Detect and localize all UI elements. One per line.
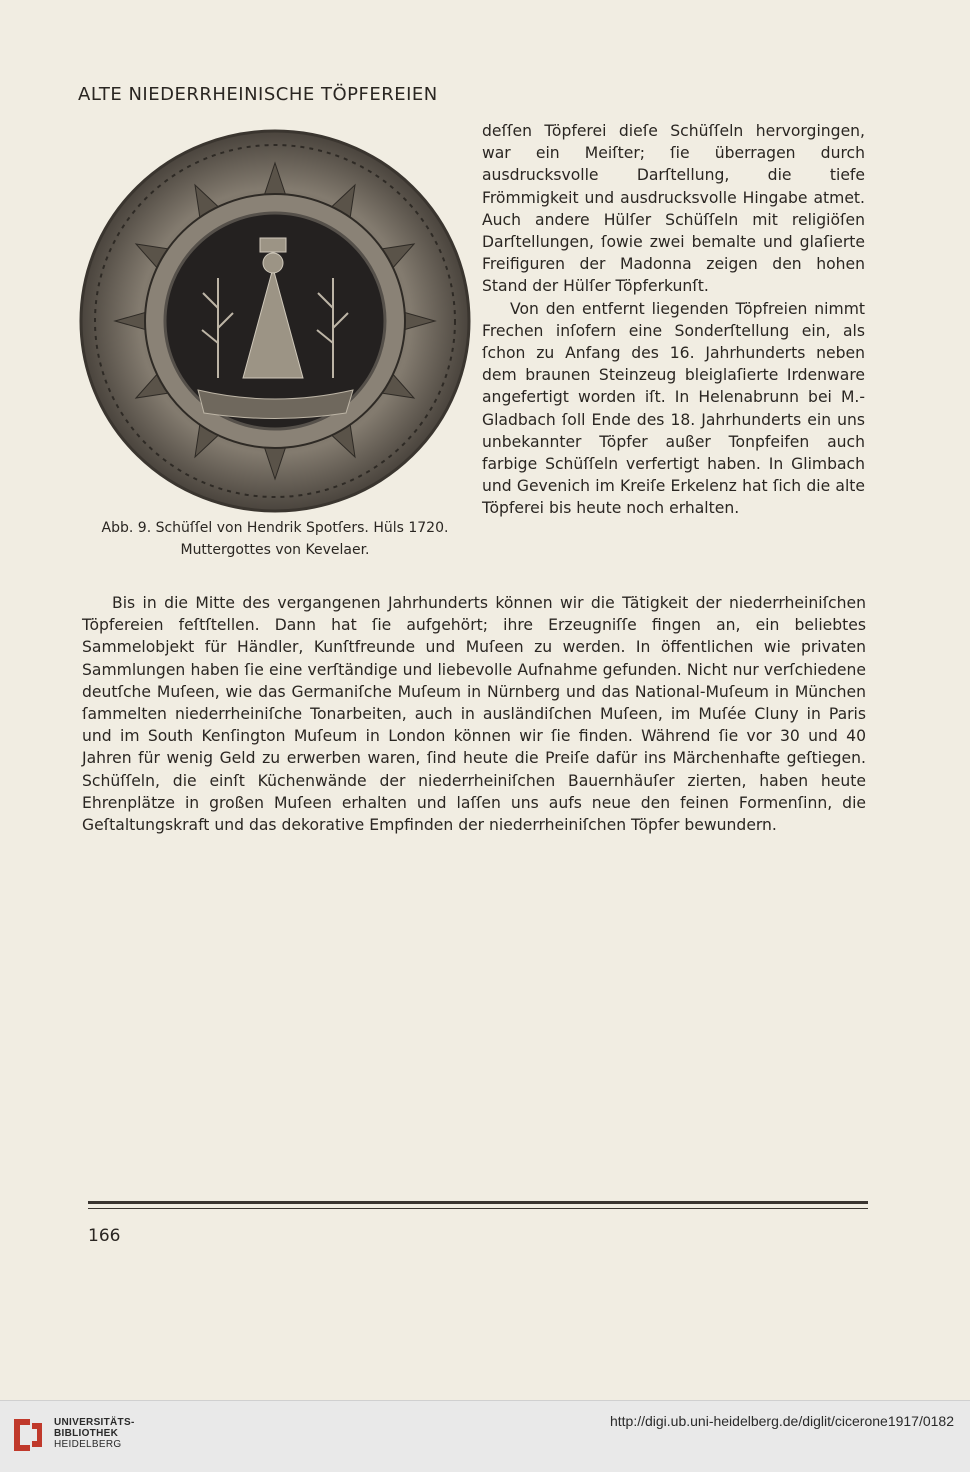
rule-thick — [88, 1201, 868, 1204]
column-paragraph: Von den entfernt liegenden Töpfreien nimmt Frechen inſofern eine Sonderſtellung ein, als ſchon zu Anfang des 16. Jahrhunderts neben dem braunen Steinzeug bleiglaſierte Irdenware angefertigt worden iſt. In Helenabrunn bei M.-Gladbach ſoll Ende des 18. Jahrhunderts ein uns unbekannter Töpfer außer Tonpfeifen auch farbige Schüſſeln verfertigt haben. In Glimbach und Gevenich im Kreiſe Erkelenz hat ſich die alte Töpferei bis heute noch erhalten. — [482, 299, 865, 518]
viewer-footer — [0, 1400, 970, 1472]
figure-caption — [70, 517, 480, 561]
column-paragraph: deſſen Töpferei dieſe Schüſſeln hervorgingen, war ein Meiſter; ſie überragen durch ausdrucksvolle Darſtellung, die tiefe Frömmigkeit und ausdrucksvolle Hingabe atmet. Auch andere Hülſer Schüſſeln mit religiöſen Darſtellungen, ſowie zwei bemalte und glaſierte Freifiguren der Madonna zeigen den hohen Stand der Hülſer Töpferkunſt. — [482, 122, 865, 296]
library-logo-icon — [10, 1415, 46, 1455]
figure-plate-photo — [78, 128, 472, 518]
caption-line-1: Abb. 9. Schüſſel von Hendrik Spotſers. Hüls 1720. — [101, 520, 449, 536]
body-paragraph: Bis in die Mitte des vergangenen Jahrhunderts können wir die Tätigkeit der niederrheiniſchen Töpfereien feſtſtellen. Dann hat ſie aufgehört; ihre Erzeugniſſe fingen an, ein beliebtes Sammelobjekt für Händler, Kunſtfreunde und Muſeen zu werden. In öffentlichen wie privaten Sammlungen haben ſie eine verſtändige und liebevolle Aufnahme gefunden. Nicht nur verſchiedene deutſche Muſeen, wie das Germaniſche Muſeum in Nürnberg und das National-Muſeum in München ſammelten niederrheiniſche Tonarbeiten, auch in ausländiſchen Muſeen, im Muſée Cluny in Paris und im South Kenſington Muſeum in London können wir ſie finden. Während ſie vor 30 und 40 Jahren für wenig Geld zu erwerben waren, ſind heute die Preiſe dafür ins Märchenhafte geſtiegen. Schüſſeln, die einſt Küchenwände der niederrheiniſchen Bauernhäuſer zierten, haben heute Ehrenplätze in großen Muſeen erhalten und laſſen uns aufs neue den feinen Formenſinn, die Geſtaltungskraft und das dekorative Empfinden der niederrheiniſchen Töpfer bewundern. — [82, 594, 866, 835]
permalink-url[interactable]: http://digi.ub.uni-heidelberg.de/diglit/cicerone1917/0182 — [609, 1413, 954, 1429]
full-width-text — [82, 592, 866, 836]
page-number: 166 — [88, 1226, 121, 1246]
rule-thin — [88, 1208, 868, 1209]
caption-line-2: Muttergottes von Kevelaer. — [180, 542, 370, 558]
footer-rules — [88, 1201, 868, 1209]
library-logo-text: UNIVERSITÄTS- BIBLIOTHEK HEIDELBERG — [54, 1417, 135, 1450]
running-head: ALTE NIEDERRHEINISCHE TÖPFEREIEN — [78, 84, 438, 105]
right-column-text — [482, 120, 865, 520]
